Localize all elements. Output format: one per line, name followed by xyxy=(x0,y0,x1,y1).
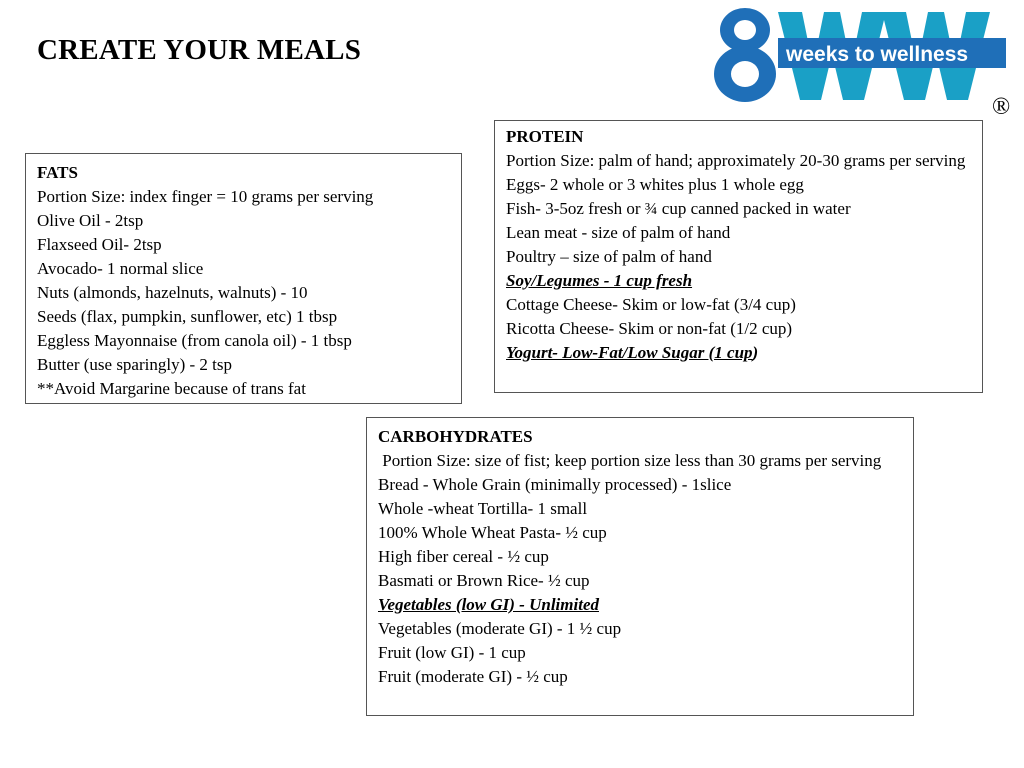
fats-item: Portion Size: index finger = 10 grams per serving xyxy=(37,187,374,206)
protein-item: Lean meat - size of palm of hand xyxy=(506,223,731,242)
carbohydrates-item: Vegetables (moderate GI) - 1 ½ cup xyxy=(378,619,622,638)
carbohydrates-vegetables-low-item: Vegetables (low GI) - Unlimited xyxy=(378,595,599,614)
logo-eight-mark xyxy=(714,8,776,102)
page-title: CREATE YOUR MEALS xyxy=(37,34,362,66)
carbohydrates-item: Fruit (moderate GI) - ½ cup xyxy=(378,667,568,686)
protein-yogurt-item: Yogurt- Low-Fat/Low Sugar (1 cup xyxy=(506,343,753,362)
protein-heading: PROTEIN xyxy=(506,127,584,146)
protein-box xyxy=(494,120,983,393)
8ww-logo xyxy=(712,4,1022,120)
carbohydrates-item: Fruit (low GI) - 1 cup xyxy=(378,643,526,662)
fats-item: Avocado- 1 normal slice xyxy=(37,259,204,278)
protein-soy-item: Soy/Legumes - 1 cup fresh xyxy=(506,271,693,290)
logo-tagline: weeks to wellness xyxy=(786,43,969,66)
carbohydrates-box xyxy=(366,417,914,716)
fats-item: Eggless Mayonnaise (from canola oil) - 1 tbsp xyxy=(37,331,352,350)
protein-item: Cottage Cheese- Skim or low-fat (3/4 cup) xyxy=(506,295,796,314)
carbohydrates-item: Whole -wheat Tortilla- 1 small xyxy=(378,499,588,518)
fats-item: Nuts (almonds, hazelnuts, walnuts) - 10 xyxy=(37,283,308,302)
carbohydrates-item: Bread - Whole Grain (minimally processed) - 1slice xyxy=(378,475,732,494)
registered-mark: ® xyxy=(992,94,1011,120)
protein-yogurt-paren: ) xyxy=(752,343,759,362)
fats-heading: FATS xyxy=(37,163,78,182)
protein-item: Fish- 3-5oz fresh or ¾ cup canned packed in water xyxy=(506,199,851,218)
fats-item: Butter (use sparingly) - 2 tsp xyxy=(37,355,232,374)
protein-item: Ricotta Cheese- Skim or non-fat (1/2 cup) xyxy=(506,319,793,338)
carbohydrates-item: 100% Whole Wheat Pasta- ½ cup xyxy=(378,523,607,542)
fats-box xyxy=(25,153,462,404)
carbohydrates-heading: CARBOHYDRATES xyxy=(378,427,533,446)
protein-item: Eggs- 2 whole or 3 whites plus 1 whole egg xyxy=(506,175,804,194)
fats-item: Seeds (flax, pumpkin, sunflower, etc) 1 tbsp xyxy=(37,307,338,326)
protein-item: Poultry – size of palm of hand xyxy=(506,247,712,266)
fats-item: **Avoid Margarine because of trans fat xyxy=(37,379,306,398)
protein-portion: Portion Size: palm of hand; approximately 20-30 grams per serving xyxy=(506,151,966,170)
fats-item: Olive Oil - 2tsp xyxy=(37,211,144,230)
carbohydrates-item: High fiber cereal - ½ cup xyxy=(378,547,549,566)
carbohydrates-portion: Portion Size: size of fist; keep portion size less than 30 grams per serving xyxy=(378,451,882,470)
fats-item: Flaxseed Oil- 2tsp xyxy=(37,235,162,254)
protein-yogurt-line xyxy=(506,341,972,365)
carbohydrates-item: Basmati or Brown Rice- ½ cup xyxy=(378,571,590,590)
